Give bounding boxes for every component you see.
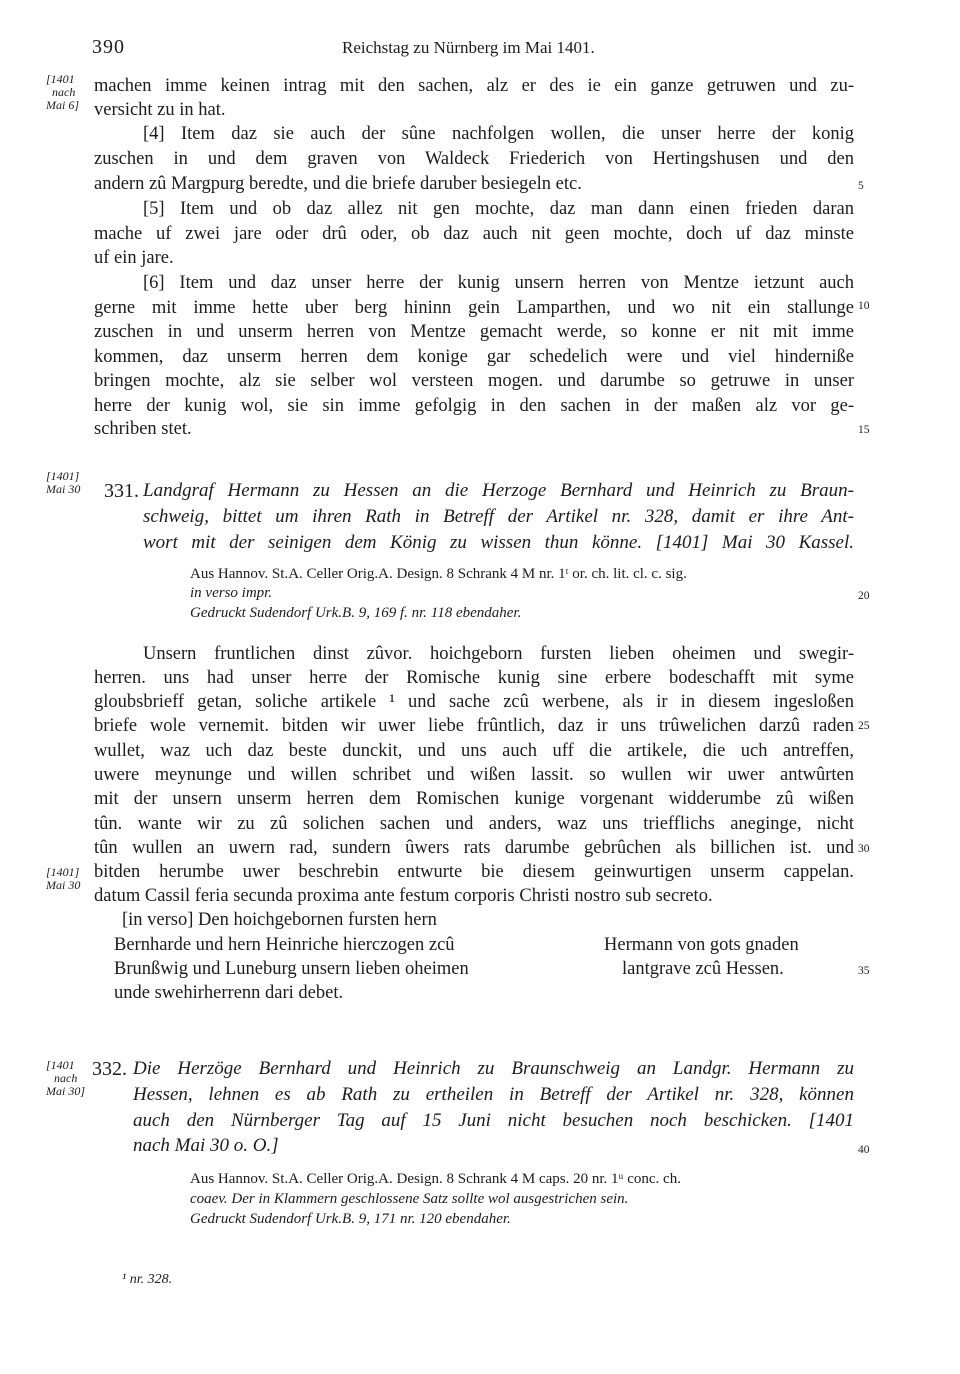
text-line: bringen mochte, alz sie selber wol versteen mogen. und darumbe so getruwe in unser xyxy=(94,371,854,391)
margin-note: [1401 nach Mai 6] xyxy=(46,72,79,112)
text-line: zuschen in und unserm herren von Mentze gemacht werde, so konne er nit mit imme xyxy=(94,322,854,342)
margin-note: [1401] Mai 30 xyxy=(46,865,81,892)
heading-line: Die Herzöge Bernhard und Heinrich zu Braunschweig an Landgr. Hermann zu xyxy=(133,1058,854,1079)
text-line: bitden herumbe uwer beschrebin entwurte bie diesem geinwurtigen unserm cappelan. xyxy=(94,862,854,882)
text-line: mit der unsern unserm herren dem Romischen kunige vorgenant widderumbe zû wißen xyxy=(94,789,854,809)
text-line: herre der kunig wol, sie sin imme gefolgig in den sachen in der maßen alz vor ge- xyxy=(94,396,854,416)
signature-line: lantgrave zcû Hessen. xyxy=(622,959,784,979)
line-number: 35 xyxy=(858,965,870,977)
heading-line: nach Mai 30 o. O.] xyxy=(133,1135,279,1156)
text-line: uwere meynunge und willen schribet und wißen lassit. so wullen wir uwer antwûrten xyxy=(94,765,854,785)
heading-line: schweig, bittet um ihren Rath in Betreff der Artikel nr. 328, damit er ihre Ant- xyxy=(143,506,854,527)
source-line: Aus Hannov. St.A. Celler Orig.A. Design. 8 Schrank 4 M caps. 20 nr. 1ᵘ conc. ch. xyxy=(190,1171,681,1187)
margin-note: [1401 nach Mai 30] xyxy=(46,1058,85,1098)
text-line: herren. uns had unser herre der Romische kunig sine erbere bodeschafft mit syme xyxy=(94,668,854,688)
text-line: versicht zu in hat. xyxy=(94,100,226,120)
text-line: mache uf zwei jare oder drû oder, ob daz auch nit geen mochte, doch uf daz minste xyxy=(94,224,854,244)
text-line: [5] Item und ob daz allez nit gen mochte, daz man dann einen frieden daran xyxy=(143,199,854,219)
address-line: Brunßwig und Luneburg unsern lieben oheimen xyxy=(114,959,469,979)
address-line: Bernharde und hern Heinriche hierczogen zcû xyxy=(114,935,455,955)
source-line: Gedruckt Sudendorf Urk.B. 9, 171 nr. 120 ebendaher. xyxy=(190,1211,511,1227)
heading-line: Landgraf Hermann zu Hessen an die Herzoge Bernhard und Heinrich zu Braun- xyxy=(143,480,854,501)
heading-line: auch den Nürnberger Tag auf 15 Juni nicht besuchen noch beschicken. [1401 xyxy=(133,1110,854,1131)
running-title: Reichstag zu Nürnberg im Mai 1401. xyxy=(342,38,595,57)
text-line: [4] Item daz sie auch der sûne nachfolgen wollen, die unser herre der konig xyxy=(143,124,854,144)
margin-note: [1401] Mai 30 xyxy=(46,469,81,496)
source-line: Aus Hannov. St.A. Celler Orig.A. Design. 8 Schrank 4 M nr. 1ᵗ or. ch. lit. cl. c. sig. xyxy=(190,566,687,582)
text-line: gloubsbrieff getan, soliche artikele ¹ und sache zcû werbene, als ir in diesem ingesloßen xyxy=(94,692,854,712)
text-line: [6] Item und daz unser herre der kunig unsern herren von Mentze ietzunt auch xyxy=(143,273,854,293)
address-line: [in verso] Den hoichgebornen fursten hern xyxy=(122,910,437,930)
heading-line: wort mit der seinigen dem König zu wissen thun könne. [1401] Mai 30 Kassel. xyxy=(143,532,854,553)
address-line: unde swehirherrenn dari debet. xyxy=(114,983,344,1003)
text-line: tûn. wante wir zu zû solichen sachen und anders, waz uns triefflichs aneginge, nicht xyxy=(94,814,854,834)
text-line: machen imme keinen intrag mit den sachen, alz er des ie ein ganze getruwen und zu- xyxy=(94,76,854,96)
source-line: Gedruckt Sudendorf Urk.B. 9, 169 f. nr. 118 ebendaher. xyxy=(190,605,522,621)
heading-line: Hessen, lehnen es ab Rath zu ertheilen in Betreff der Artikel nr. 328, können xyxy=(133,1084,854,1105)
text-line: datum Cassil feria secunda proxima ante festum corporis Christi nostro sub secreto. xyxy=(94,886,713,906)
source-line: coaev. Der in Klammern geschlossene Satz sollte wol ausgestrichen sein. xyxy=(190,1191,629,1207)
text-line: gerne mit imme hette uber berg hininn gein Lamparthen, und wo nit ein stallunge xyxy=(94,298,854,318)
page-number: 390 xyxy=(92,36,125,58)
line-number: 30 xyxy=(858,843,870,855)
text-line: zuschen in und dem graven von Waldeck Friederich von Hertingshusen und den xyxy=(94,149,854,169)
line-number: 25 xyxy=(858,720,870,732)
line-number: 15 xyxy=(858,424,870,436)
text-line: kommen, daz unserm herren dem konige gar schedelich were und viel hinderniße xyxy=(94,347,854,367)
text-line: Unsern fruntlichen dinst zûvor. hoichgeborn fursten lieben oheimen und swegir- xyxy=(143,644,854,664)
line-number: 40 xyxy=(858,1144,870,1156)
text-line: andern zû Margpurg beredte, und die briefe daruber besiegeln etc. xyxy=(94,174,582,194)
line-number: 20 xyxy=(858,590,870,602)
text-line: tûn wullen an uwern rad, sundern ûwers rats darumbe gebrûchen als billichen ist. und xyxy=(94,838,854,858)
document-number: 331. xyxy=(104,480,139,502)
footnote: ¹ nr. 328. xyxy=(122,1272,173,1287)
text-line: uf ein jare. xyxy=(94,248,174,268)
text-line: wullet, waz uch daz beste dunckit, und uns auch uff die artikele, die uch antreffen, xyxy=(94,741,854,761)
source-line: in verso impr. xyxy=(190,585,273,601)
document-number: 332. xyxy=(92,1058,127,1080)
line-number: 5 xyxy=(858,180,864,192)
text-line: briefe wole vernemit. bitden wir uwer liebe frûntlich, daz ir uns trûwelichen darzû raden xyxy=(94,716,854,736)
text-line: schriben stet. xyxy=(94,419,192,439)
line-number: 10 xyxy=(858,300,870,312)
signature-line: Hermann von gots gnaden xyxy=(604,935,799,955)
